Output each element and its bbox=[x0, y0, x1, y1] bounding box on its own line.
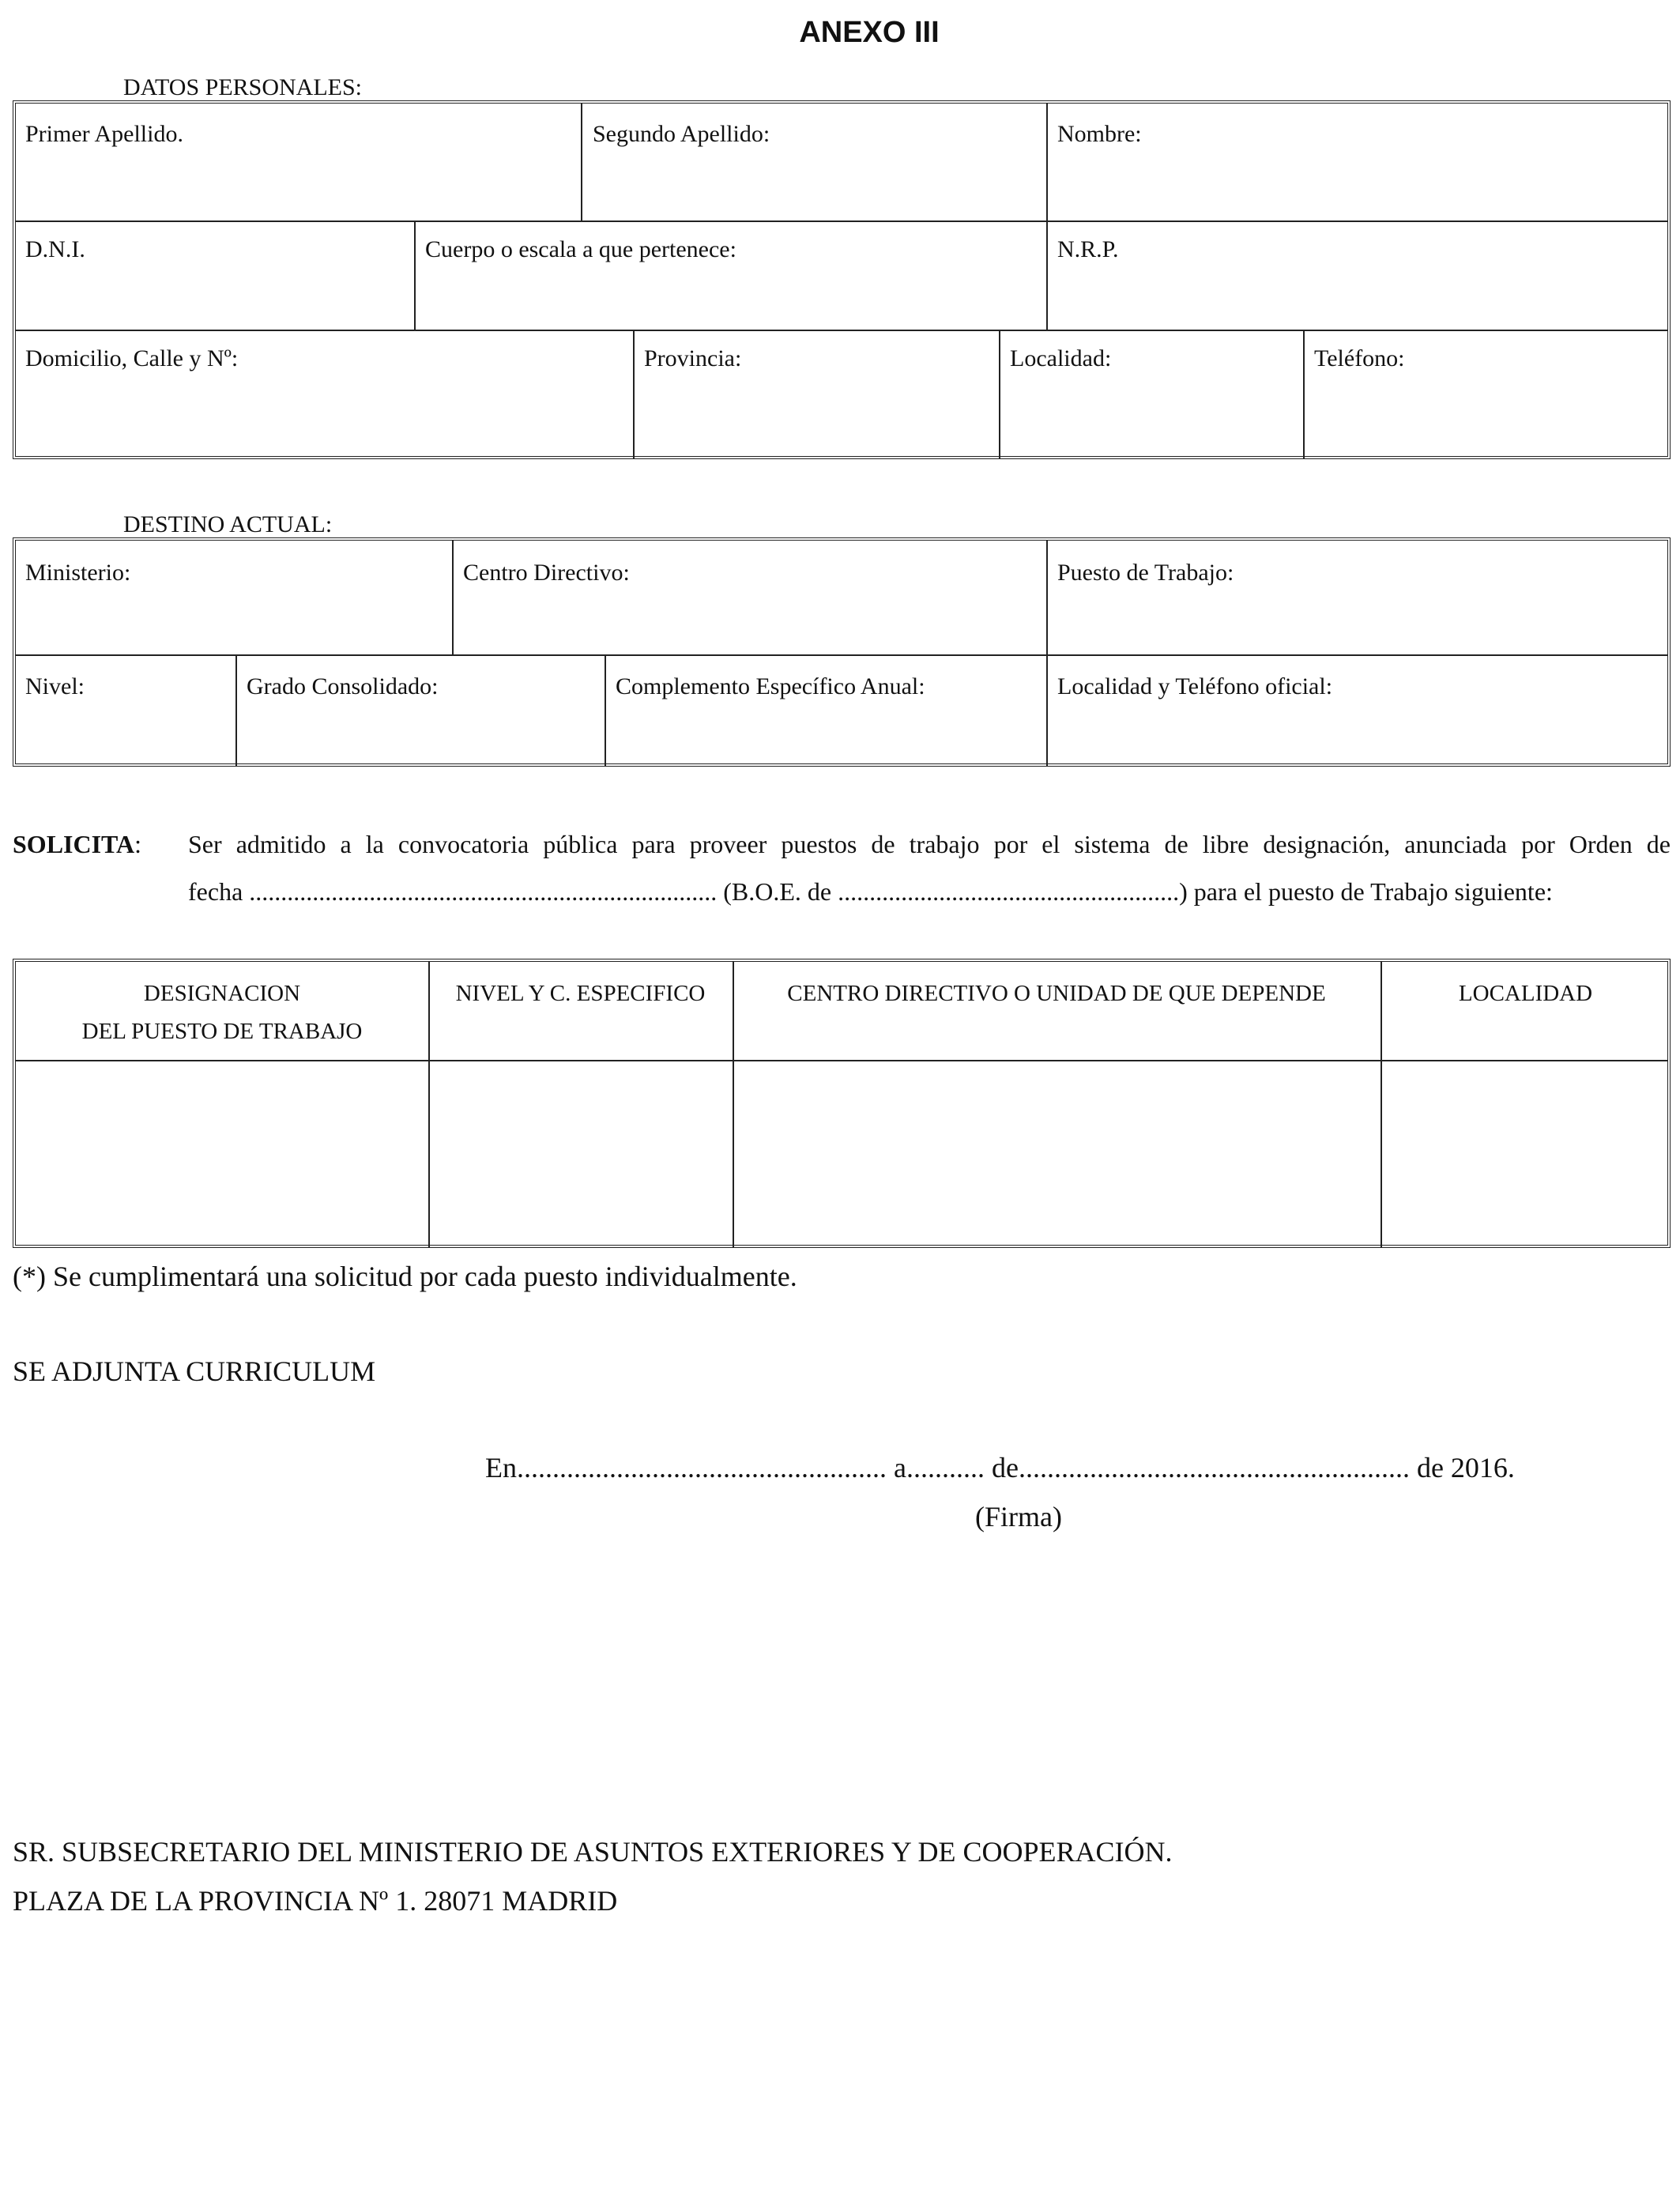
nrp-field[interactable]: N.R.P. bbox=[1057, 236, 1119, 262]
nivel-especifico-header: NIVEL Y C. ESPECIFICO bbox=[455, 981, 706, 1006]
adjunta-curriculum-text: SE ADJUNTA CURRICULUM bbox=[13, 1355, 376, 1387]
ministerio-field[interactable]: Ministerio: bbox=[25, 560, 131, 586]
nombre-field[interactable]: Nombre: bbox=[1057, 121, 1142, 147]
solicita-label: SOLICITA: bbox=[13, 830, 142, 858]
segundo-apellido-field[interactable]: Segundo Apellido: bbox=[593, 121, 770, 147]
note-text: (*) Se cumplimentará una solicitud por cada puesto individualmente. bbox=[13, 1261, 797, 1292]
page-title: ANEXO III bbox=[799, 16, 940, 49]
dni-field[interactable]: D.N.I. bbox=[25, 236, 85, 262]
localidad-field[interactable]: Localidad: bbox=[1010, 345, 1112, 371]
centro-directivo-field[interactable]: Centro Directivo: bbox=[463, 560, 630, 586]
puesto-table bbox=[13, 959, 1671, 1248]
complemento-especifico-field[interactable]: Complemento Específico Anual: bbox=[616, 673, 925, 699]
destino-table bbox=[13, 537, 1671, 767]
personal-section-label: DATOS PERSONALES: bbox=[123, 74, 363, 100]
cuerpo-escala-field[interactable]: Cuerpo o escala a que pertenece: bbox=[425, 236, 736, 262]
fecha-line: En.................................................... a........... de....................................................... de 2016. bbox=[485, 1452, 1515, 1483]
nivel-especifico-cell[interactable] bbox=[431, 1063, 729, 1245]
grado-consolidado-field[interactable]: Grado Consolidado: bbox=[247, 673, 439, 699]
localidad-telefono-field[interactable]: Localidad y Teléfono oficial: bbox=[1057, 673, 1333, 699]
destino-section-label: DESTINO ACTUAL: bbox=[123, 511, 333, 537]
firma-label: (Firma) bbox=[975, 1501, 1062, 1532]
designacion-header: DESIGNACION DEL PUESTO DE TRABAJO bbox=[81, 981, 363, 1044]
solicita-text-line2: fecha .......................................................................... (B.O.E. de ......................................................) para el puesto de Trabajo siguiente: bbox=[188, 877, 1553, 906]
localidad-header: LOCALIDAD bbox=[1458, 981, 1593, 1006]
personal-data-table bbox=[13, 100, 1671, 459]
nivel-field[interactable]: Nivel: bbox=[25, 673, 85, 699]
centro-directivo-cell[interactable] bbox=[736, 1063, 1377, 1245]
destinatario-line1: SR. SUBSECRETARIO DEL MINISTERIO DE ASUNTOS EXTERIORES Y DE COOPERACIÓN. bbox=[13, 1836, 1173, 1868]
telefono-field[interactable]: Teléfono: bbox=[1314, 345, 1405, 371]
centro-directivo-header: CENTRO DIRECTIVO O UNIDAD DE QUE DEPENDE bbox=[787, 981, 1326, 1006]
primer-apellido-field[interactable]: Primer Apellido. bbox=[25, 121, 183, 147]
solicita-text-line1: Ser admitido a la convocatoria pública para proveer puestos de trabajo por el sistema de libre designación, anunciada por Orden de bbox=[188, 830, 1671, 858]
puesto-trabajo-field[interactable]: Puesto de Trabajo: bbox=[1057, 560, 1234, 586]
destinatario-line2: PLAZA DE LA PROVINCIA Nº 1. 28071 MADRID bbox=[13, 1885, 618, 1917]
domicilio-field[interactable]: Domicilio, Calle y Nº: bbox=[25, 345, 239, 371]
localidad-cell[interactable] bbox=[1384, 1063, 1667, 1245]
provincia-field[interactable]: Provincia: bbox=[644, 345, 742, 371]
designacion-cell[interactable] bbox=[19, 1063, 425, 1245]
